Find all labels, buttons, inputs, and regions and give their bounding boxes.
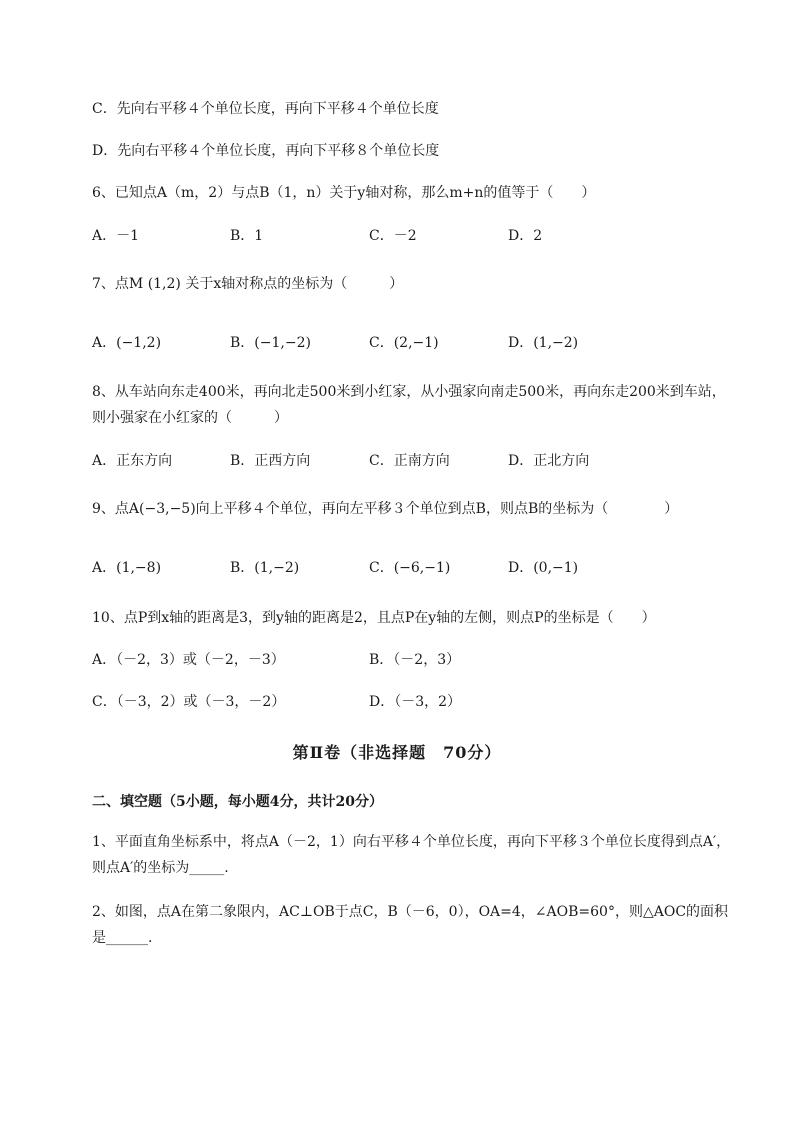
q5-option-d: D．先向右平移４个单位长度，再向下平移８个单位长度	[92, 143, 440, 159]
q6-stem: 6、已知点A（m，2）与点B（1，n）关于y轴对称，那么m+n的值等于（ ）	[92, 185, 596, 201]
q10-stem: 10、点P到x轴的距离是3，到y轴的距离是2，且点P在y轴的左侧，则点P的坐标是（ ）	[92, 610, 656, 626]
q5-option-c: C．先向右平移４个单位长度，再向下平移４个单位长度	[92, 101, 439, 117]
q7-option-c: C．(2,−1)	[369, 335, 439, 351]
q10-option-b: B．（－2，3）	[369, 652, 461, 668]
q7-stem: 7、点M (1,2) 关于x轴对称点的坐标为（ ）	[92, 276, 404, 292]
q7-option-d: D．(1,−2)	[508, 335, 579, 351]
fill-in-section-heading: 二、填空题（5小题，每小题4分，共计20分）	[92, 794, 383, 810]
q10-option-d: D．（－3，2）	[369, 694, 462, 710]
q9-option-a: A．(1,−8)	[92, 560, 162, 576]
q8-option-a: A．正东方向	[92, 453, 173, 469]
q7-option-b: B．(−1,−2)	[230, 335, 311, 351]
q8-option-b: B．正西方向	[230, 453, 311, 469]
q8-option-d: D．正北方向	[508, 453, 590, 469]
q6-option-c: C．－2	[369, 228, 417, 244]
q10-option-a: A．（－2，3）或（－2，－3）	[92, 652, 285, 668]
q9-option-d: D．(0,−1)	[508, 560, 579, 576]
q9-stem: 9、点A(−3,−5)向上平移４个单位，再向左平移３个单位到点B，则点B的坐标为（ ）	[92, 501, 679, 517]
part-two-title: 第Ⅱ卷（非选择题 70分）	[292, 743, 502, 762]
q8-option-c: C．正南方向	[369, 453, 450, 469]
fill-question-2: 2、如图，点A在第二象限内，AC⊥OB于点C，B（－6，0），OA=4，∠AOB=60°，则△AOC的面积是______.	[92, 904, 729, 946]
q6-option-d: D．2	[508, 228, 543, 244]
q8-stem: 8、从车站向东走400米，再向北走500米到小红家，从小强家向南走500米，再向东走200米到车站，则小强家在小红家的（ ）	[92, 384, 726, 426]
fill-question-1: 1、平面直角坐标系中，将点A（－2，1）向右平移４个单位长度，再向下平移３个单位长度得到点A′，则点A′的坐标为_____.	[92, 834, 731, 876]
q6-option-b: B．1	[230, 228, 264, 244]
q9-option-c: C．(−6,−1)	[369, 560, 451, 576]
q9-option-b: B．(1,−2)	[230, 560, 300, 576]
q6-option-a: A．－1	[92, 228, 140, 244]
q7-option-a: A．(−1,2)	[92, 335, 162, 351]
q10-option-c: C．（－3，2）或（－3，－2）	[92, 694, 286, 710]
